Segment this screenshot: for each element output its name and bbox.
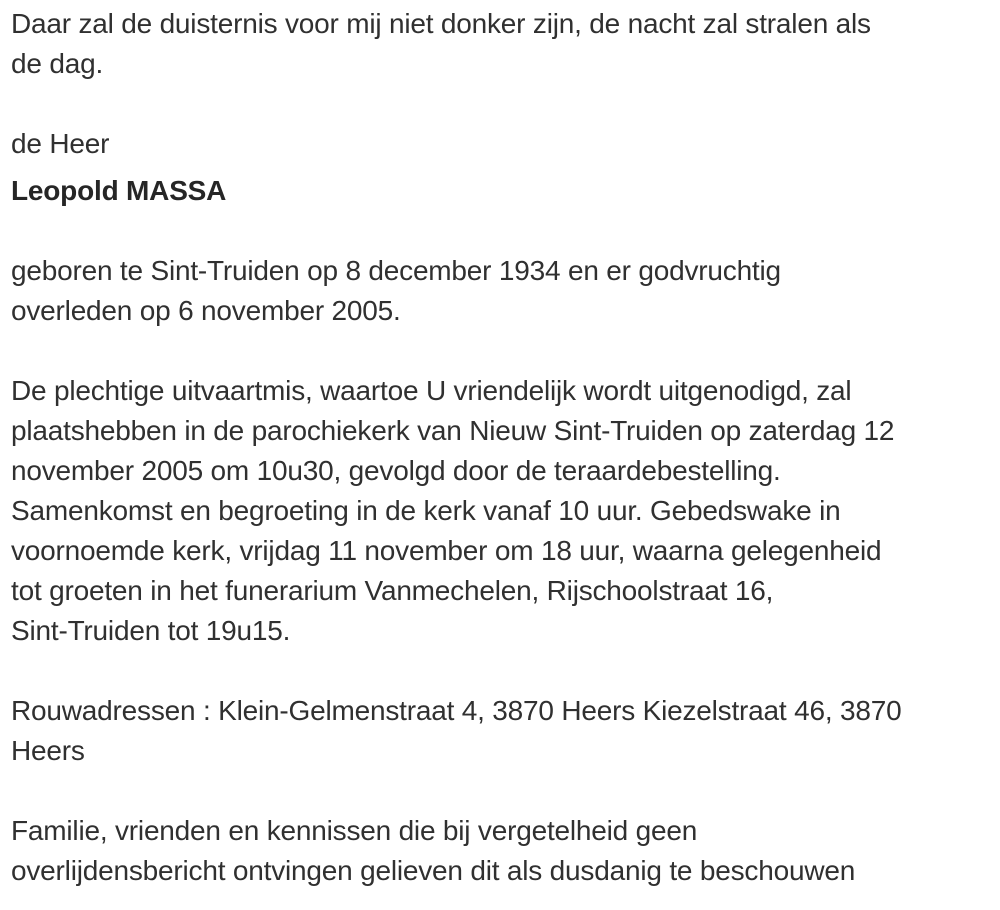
- text-line: november 2005 om 10u30, gevolgd door de teraardebestelling.: [11, 455, 781, 486]
- text-line: de Heer: [11, 128, 110, 159]
- text-line: voornoemde kerk, vrijdag 11 november om 18 uur, waarna gelegenheid: [11, 535, 882, 566]
- text-line: Rouwadressen : Klein-Gelmenstraat 4, 3870 Heers Kiezelstraat 46, 3870: [11, 695, 902, 726]
- paragraph-salutation: [11, 124, 1000, 164]
- paragraph-service-details: [11, 371, 1000, 651]
- text-line: Familie, vrienden en kennissen die bij vergetelheid geen: [11, 815, 698, 846]
- paragraph-deceased-name: [11, 171, 1000, 211]
- text-line: Heers: [11, 735, 85, 766]
- paragraph-mourning-addresses: [11, 691, 1000, 771]
- text-line: overleden op 6 november 2005.: [11, 295, 401, 326]
- text-line: Sint-Truiden tot 19u15.: [11, 615, 291, 646]
- paragraph-birth-death: [11, 251, 1000, 331]
- deceased-name-text: Leopold MASSA: [11, 175, 227, 206]
- text-line: geboren te Sint-Truiden op 8 december 1934 en er godvruchtig: [11, 255, 781, 286]
- text-line: overlijdensbericht ontvingen gelieven dit als dusdanig te beschouwen: [11, 855, 856, 886]
- text-line: de dag.: [11, 48, 104, 79]
- paragraph-opening-verse: [11, 4, 1000, 84]
- text-line: tot groeten in het funerarium Vanmechelen, Rijschoolstraat 16,: [11, 575, 774, 606]
- text-line: De plechtige uitvaartmis, waartoe U vriendelijk wordt uitgenodigd, zal: [11, 375, 852, 406]
- paragraph-closing-notice: [11, 811, 1000, 891]
- text-line: Samenkomst en begroeting in de kerk vanaf 10 uur. Gebedswake in: [11, 495, 841, 526]
- text-line: Daar zal de duisternis voor mij niet donker zijn, de nacht zal stralen als: [11, 8, 871, 39]
- text-line: plaatshebben in de parochiekerk van Nieuw Sint-Truiden op zaterdag 12: [11, 415, 895, 446]
